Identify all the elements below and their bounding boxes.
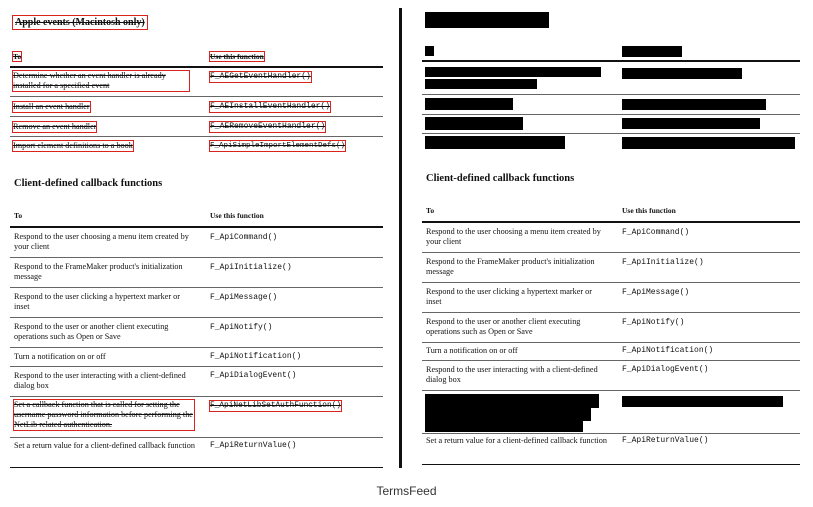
row-divider — [10, 437, 383, 438]
row-6-to: Respond to the user interacting with a client-defined dialog box — [426, 365, 598, 384]
row-3-to: Respond to the user clicking a hypertext marker or inset — [426, 287, 592, 306]
row-divider — [10, 136, 383, 137]
row-4-fn: F_ApiNotify() — [622, 318, 685, 327]
row-divider — [422, 282, 800, 283]
redaction-bar — [425, 117, 523, 130]
row-divider — [10, 257, 383, 258]
row-divider — [10, 96, 383, 97]
row-divider — [10, 116, 383, 117]
row-8-to: Set a return value for a client-defined callback function — [14, 441, 195, 450]
row-2-to: Respond to the FrameMaker product's initialization message — [426, 257, 595, 276]
row-6-to: Respond to the user interacting with a client-defined dialog box — [14, 371, 186, 390]
redaction-bar — [622, 99, 766, 110]
row-1-fn: F_ApiCommand() — [622, 228, 690, 237]
redaction-bar — [622, 68, 742, 79]
redaction-bar — [622, 396, 783, 407]
left-document-panel — [5, 8, 385, 460]
caption: TermsFeed — [376, 484, 437, 498]
row-divider — [422, 94, 800, 95]
row-5-fn: F_ApiNotification() — [210, 352, 302, 361]
row-7-to: Set a callback function that is called for setting the username password information before performing the NetLib related authentication. — [14, 400, 193, 429]
header-rule — [422, 221, 800, 223]
apple-events-heading: Apple events (Macintosh only) — [15, 17, 145, 28]
row-6-fn: F_ApiDialogEvent() — [210, 371, 297, 380]
col-use: Use this function — [622, 206, 676, 215]
top-col-to: To — [13, 52, 22, 61]
table-bottom-rule — [422, 464, 800, 465]
redaction-bar — [425, 98, 513, 110]
row-8-fn: F_ApiReturnValue() — [210, 441, 297, 450]
row-divider — [422, 390, 800, 391]
row-4-fn: F_ApiNotify() — [210, 323, 273, 332]
row-5-fn: F_ApiNotification() — [622, 346, 714, 355]
top-col-use: Use this function — [210, 52, 264, 61]
row-3-to: Respond to the user clicking a hypertext marker or inset — [14, 292, 180, 311]
row-divider — [422, 133, 800, 134]
top-row-1-to: Determine whether an event handler is already installed for a specified event — [13, 71, 189, 91]
row-2-to: Respond to the FrameMaker product's initialization message — [14, 262, 183, 281]
col-to: To — [426, 206, 435, 215]
header-rule — [10, 226, 383, 228]
redaction-bar — [425, 46, 434, 56]
row-7-fn: F_ApiNetLibSetAuthFunction() — [210, 402, 342, 410]
section-title: Client-defined callback functions — [14, 178, 163, 189]
row-1-fn: F_ApiCommand() — [210, 233, 278, 242]
row-4-to: Respond to the user or another client executing operations such as Open or Save — [14, 322, 169, 341]
redaction-bar — [622, 118, 760, 129]
row-7-to: Set a return value for a client-defined callback function — [426, 436, 607, 445]
redaction-bar — [425, 67, 601, 77]
row-2-fn: F_ApiInitialize() — [210, 263, 292, 272]
top-header-rule — [10, 66, 383, 68]
top-row-3-fn: F_AERemoveEventHandler() — [210, 122, 326, 131]
row-1-to: Respond to the user choosing a menu item created by your client — [426, 227, 601, 246]
redaction-bar — [425, 79, 537, 89]
header-rule — [422, 60, 800, 62]
redaction-bar — [425, 12, 549, 28]
redaction-bar — [425, 136, 565, 149]
row-4-to: Respond to the user or another client executing operations such as Open or Save — [426, 317, 581, 336]
row-divider — [10, 347, 383, 348]
table-bottom-rule — [10, 467, 383, 468]
section-title: Client-defined callback functions — [426, 173, 575, 184]
panel-divider — [399, 8, 402, 468]
top-row-3-to: Remove an event handler — [13, 122, 97, 131]
row-divider — [10, 396, 383, 397]
redaction-bar — [622, 137, 795, 149]
row-divider — [10, 317, 383, 318]
row-divider — [422, 114, 800, 115]
top-row-4-to: Import element definitions to a book — [13, 141, 133, 150]
row-divider — [422, 252, 800, 253]
top-row-4-fn: F_ApiSimpleImportElementDefs() — [210, 142, 346, 150]
right-document-panel — [417, 8, 805, 466]
redaction-bar — [425, 421, 583, 432]
row-divider — [10, 366, 383, 367]
row-divider — [422, 433, 800, 434]
redaction-bar — [425, 408, 591, 421]
top-row-2-to: Install an event handler — [13, 102, 90, 111]
top-row-2-fn: F_AEInstallEventHandler() — [210, 102, 331, 111]
row-divider — [10, 287, 383, 288]
row-2-fn: F_ApiInitialize() — [622, 258, 704, 267]
redaction-bar — [425, 394, 599, 408]
redaction-bar — [622, 46, 682, 57]
row-7-fn: F_ApiReturnValue() — [622, 436, 709, 445]
row-3-fn: F_ApiMessage() — [622, 288, 690, 297]
row-5-to: Turn a notification on or off — [14, 352, 106, 361]
row-divider — [422, 342, 800, 343]
row-1-to: Respond to the user choosing a menu item created by your client — [14, 232, 189, 251]
row-6-fn: F_ApiDialogEvent() — [622, 365, 709, 374]
row-divider — [422, 360, 800, 361]
col-to: To — [14, 211, 23, 220]
top-row-1-fn: F_AEGetEventHandler() — [210, 72, 311, 81]
row-divider — [422, 312, 800, 313]
row-5-to: Turn a notification on or off — [426, 346, 518, 355]
row-3-fn: F_ApiMessage() — [210, 293, 278, 302]
col-use: Use this function — [210, 211, 264, 220]
